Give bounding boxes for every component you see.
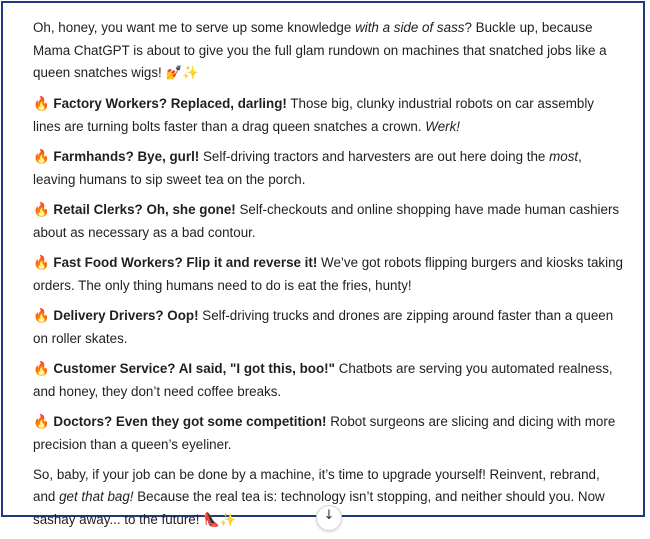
item-heading: Factory Workers? Replaced, darling! [53, 95, 287, 111]
list-item-retail [33, 199, 623, 245]
item-heading: Fast Food Workers? Flip it and reverse it! [53, 254, 318, 270]
item-text: Self-driving trucks and drones are zipping around faster than a queen on roller skates. [33, 307, 614, 346]
item-text-continued: , leaving humans to sip sweet tea on the porch. [33, 148, 582, 187]
fire-icon: 🔥 [33, 202, 50, 218]
intro-text: Oh, honey, you want me to serve up some knowledge [33, 20, 356, 35]
item-emphasis: most [549, 148, 579, 164]
fire-icon: 🔥 [33, 149, 50, 165]
item-text: Chatbots are serving you automated realness, and honey, they don’t need coffee breaks. [33, 360, 613, 399]
fire-icon: 🔥 [33, 96, 50, 112]
outro-text-continued: Because the real tea is: technology isn’t stopping, and neither should you. Now sashay away... to the future! [33, 489, 605, 527]
intro-paragraph [33, 17, 623, 86]
list-item-fast-food [33, 252, 623, 298]
item-heading: Farmhands? Bye, gurl! [53, 148, 200, 164]
item-text: Robot surgeons are slicing and dicing with more precision than a queen’s eyeliner. [33, 413, 616, 452]
list-item-factory [33, 93, 623, 139]
high-heel-sparkles-icon: 👠✨ [203, 512, 237, 528]
nail-polish-sparkles-icon: 💅✨ [165, 66, 199, 81]
item-text: We’ve got robots flipping burgers and kiosks taking orders. The only thing humans need to do is eat the fries, hunty! [33, 254, 623, 293]
item-heading: Customer Service? AI said, "I got this, boo!" [53, 360, 335, 376]
scroll-down-button[interactable] [316, 505, 342, 531]
chat-frame [1, 1, 645, 528]
assistant-message [33, 17, 623, 539]
fire-icon: 🔥 [33, 255, 50, 271]
intro-text-continued: ? Buckle up, because Mama ChatGPT is about to give you the full glam rundown on machines that snatched jobs like a queen snatches wigs! [33, 20, 607, 80]
item-heading: Delivery Drivers? Oop! [53, 307, 199, 323]
outro-text: So, baby, if your job can be done by a machine, it’s time to upgrade yourself! Reinvent, rebrand, and [33, 466, 600, 504]
fire-icon: 🔥 [33, 414, 50, 430]
item-emphasis: Werk! [425, 119, 461, 134]
list-item-delivery [33, 305, 623, 351]
item-text: Those big, clunky industrial robots on car assembly lines are turning bolts faster than a drag queen snatches a crown. [33, 95, 594, 134]
item-text: Self-driving tractors and harvesters are out here doing the [199, 148, 550, 164]
fire-icon: 🔥 [33, 308, 50, 324]
item-heading: Retail Clerks? Oh, she gone! [53, 201, 236, 217]
fire-icon: 🔥 [33, 361, 50, 377]
list-item-farmhands [33, 146, 623, 192]
intro-emphasis: with a side of sass [355, 20, 465, 35]
list-item-doctors [33, 411, 623, 457]
item-heading: Doctors? Even they got some competition! [53, 413, 327, 429]
list-item-customer-service [33, 358, 623, 404]
arrow-down-icon: ↓ [323, 508, 335, 523]
outro-emphasis: get that bag! [59, 489, 134, 504]
item-text: Self-checkouts and online shopping have made human cashiers about as necessary as a bad contour. [33, 201, 620, 240]
